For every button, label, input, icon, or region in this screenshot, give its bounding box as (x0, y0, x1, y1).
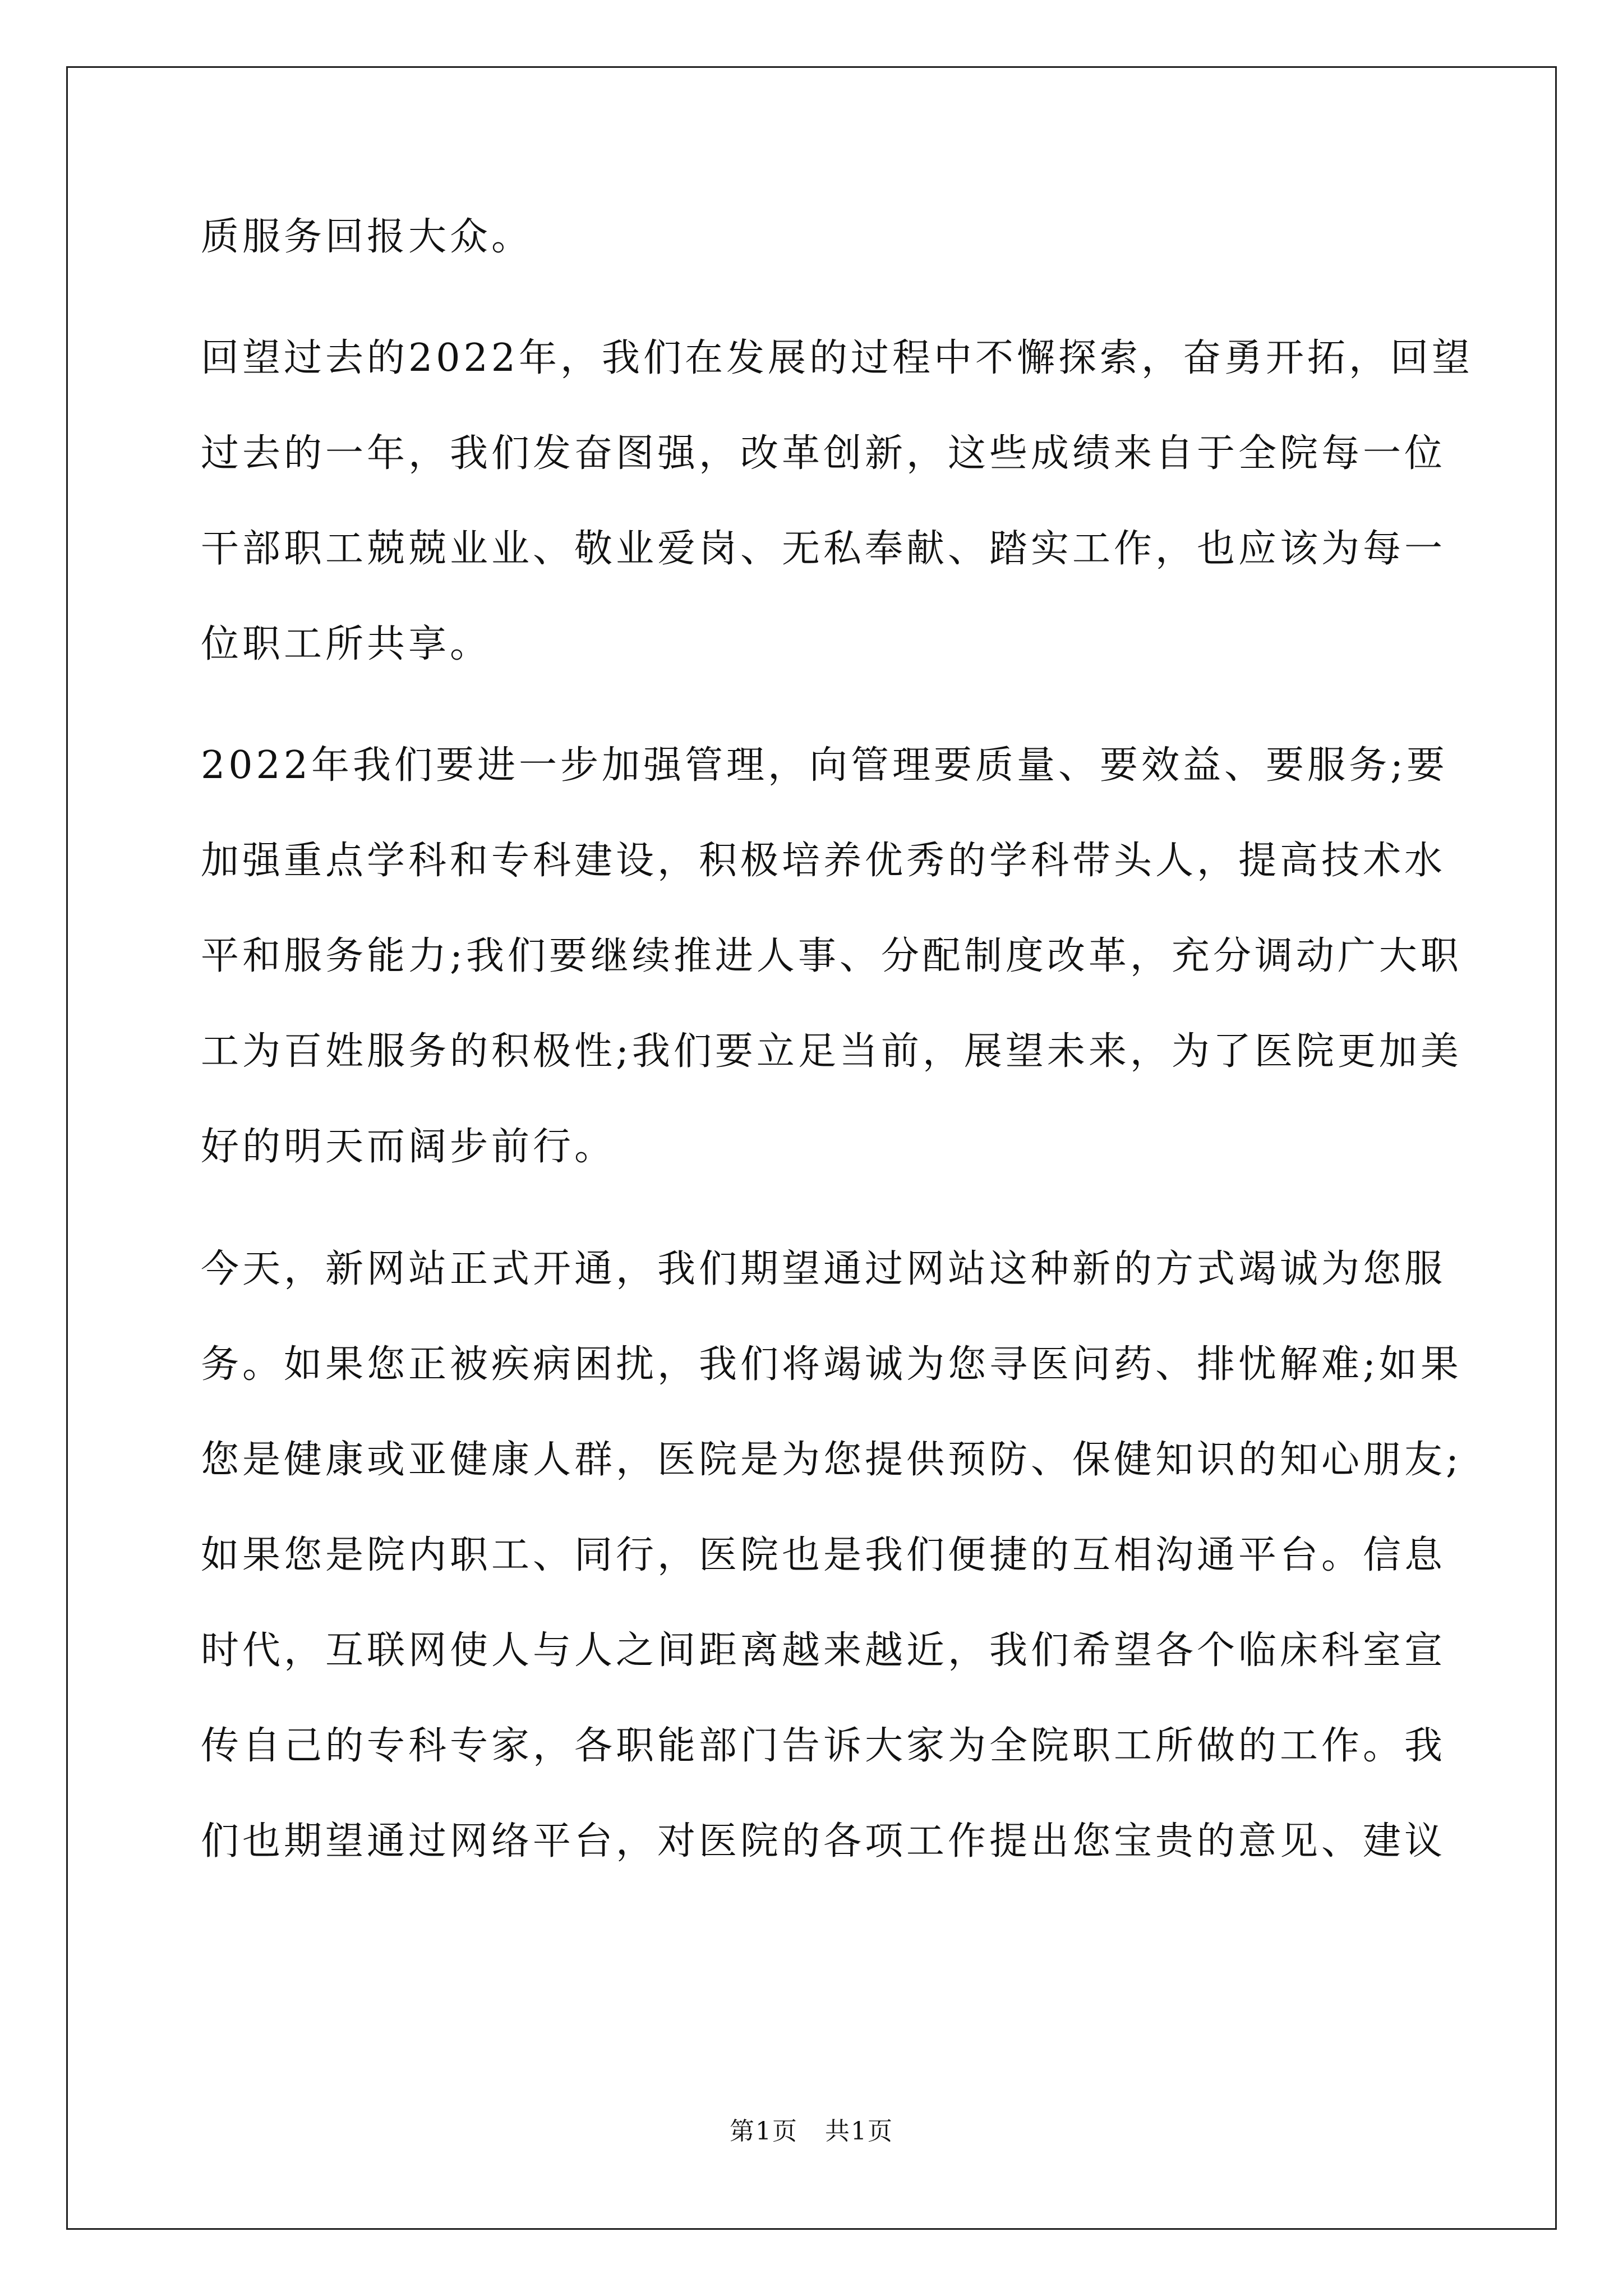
text-line: 今天，新网站正式开通，我们期望通过网站这种新的方式竭诚为您服 (201, 1247, 1446, 1291)
text-line: 质服务回报大众。 (201, 215, 533, 259)
text-line: 干部职工兢兢业业、敬业爱岗、无私奉献、踏实工作，也应该为每一 (201, 527, 1446, 571)
text-line: 务。如果您正被疾病困扰，我们将竭诚为您寻医问药、排忧解难;如果 (201, 1342, 1462, 1387)
text-line: 过去的一年，我们发奋图强，改革创新，这些成绩来自于全院每一位 (201, 431, 1446, 476)
page-number-footer: 第1页 共1页 (730, 2117, 893, 2146)
text-line: 2022年我们要进一步加强管理，向管理要质量、要效益、要服务;要 (201, 743, 1448, 788)
text-line: 好的明天而阔步前行。 (201, 1125, 616, 1169)
text-line: 传自己的专科专家，各职能部门告诉大家为全院职工所做的工作。我 (201, 1724, 1446, 1768)
text-line: 平和服务能力;我们要继续推进人事、分配制度改革，充分调动广大职 (201, 934, 1462, 978)
text-line: 加强重点学科和专科建设，积极培养优秀的学科带头人，提高技术水 (201, 839, 1446, 883)
text-line: 位职工所共享。 (201, 622, 492, 666)
text-line: 如果您是院内职工、同行，医院也是我们便捷的互相沟通平台。信息 (201, 1533, 1446, 1577)
text-line: 您是健康或亚健康人群，医院是为您提供预防、保健知识的知心朋友; (201, 1438, 1462, 1482)
text-line: 工为百姓服务的积极性;我们要立足当前，展望未来，为了医院更加美 (201, 1029, 1462, 1074)
text-line: 回望过去的2022年，我们在发展的过程中不懈探索，奋勇开拓，回望 (201, 336, 1474, 380)
text-line: 时代，互联网使人与人之间距离越来越近，我们希望各个临床科室宣 (201, 1628, 1446, 1673)
text-line: 们也期望通过网络平台，对医院的各项工作提出您宝贵的意见、建议 (201, 1819, 1446, 1864)
